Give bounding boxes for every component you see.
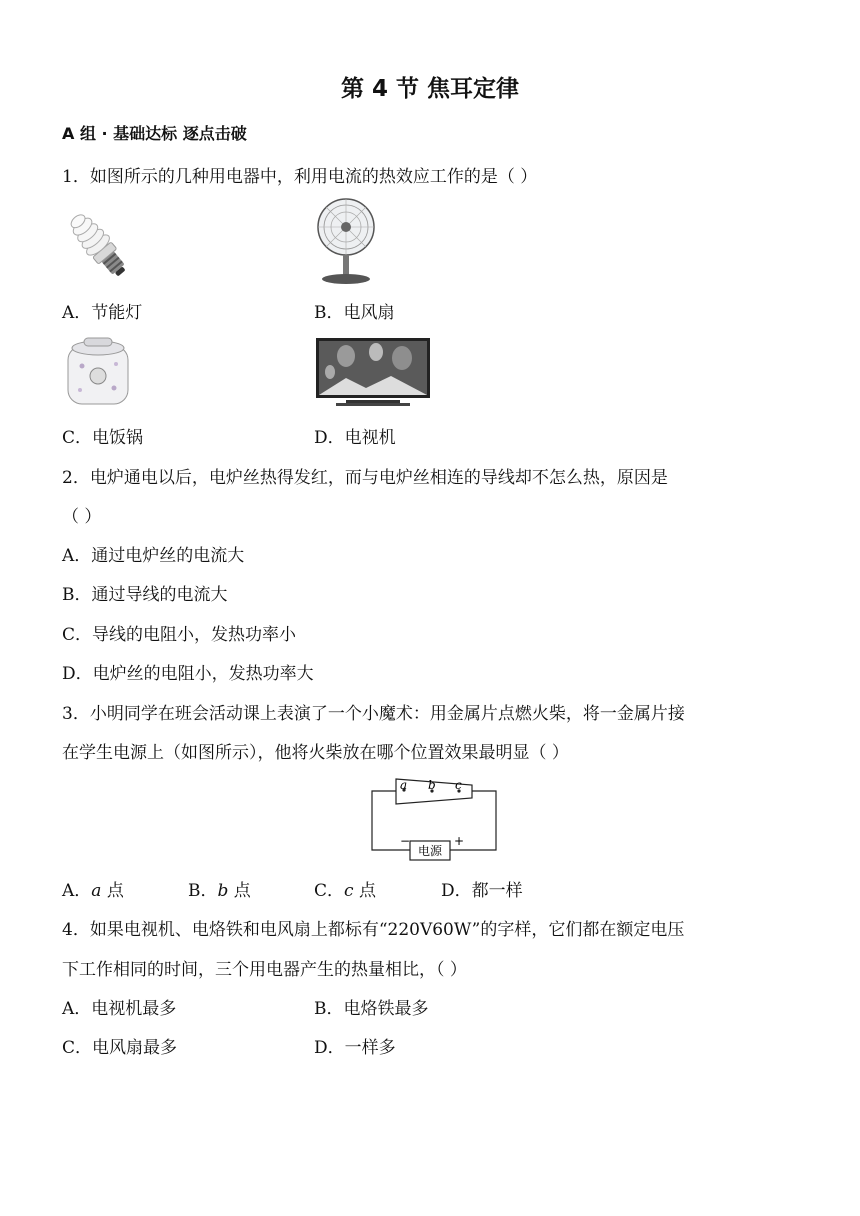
q3-option-c-suffix: 点 [353, 881, 376, 901]
circuit-diagram [366, 774, 502, 864]
q3-option-c-var: c [344, 881, 354, 901]
q3-option-b-suffix: 点 [228, 881, 251, 901]
energy-saving-lamp-image [58, 207, 138, 283]
q2-option-d: D．电炉丝的电阻小，发热功率大 [62, 664, 314, 684]
q3-option-a-var: a [91, 881, 102, 901]
q4-option-c: C．电风扇最多 [62, 1038, 178, 1058]
q3-option-c-prefix: C． [314, 881, 345, 901]
q2-option-a: A．通过电炉丝的电流大 [62, 546, 245, 566]
q3-option-a-suffix: 点 [101, 881, 124, 901]
q2-stem-line2: （ ） [62, 507, 102, 527]
q1-option-c: C．电饭锅 [62, 428, 144, 448]
point-c-label: c [455, 778, 462, 792]
minus-terminal-label: − [400, 834, 411, 848]
q3-option-c [314, 876, 376, 901]
electric-fan-image [312, 197, 380, 285]
q4-option-a: A．电视机最多 [62, 999, 177, 1019]
q1-option-b: B．电风扇 [314, 303, 395, 323]
rice-cooker-image [62, 336, 134, 408]
q3-option-d-suffix: 都一样 [471, 881, 523, 901]
power-source-label: 电源 [417, 844, 443, 858]
q3-option-b-var: b [217, 881, 229, 901]
q3-option-b-prefix: B． [188, 881, 218, 901]
q2-option-c: C．导线的电阻小，发热功率小 [62, 625, 297, 645]
q4-option-d: D．一样多 [314, 1038, 396, 1058]
q4-option-b: B．电烙铁最多 [314, 999, 429, 1019]
q3-option-a [62, 876, 124, 901]
q1-option-d: D．电视机 [314, 428, 396, 448]
section-heading: A 组 · 基础达标 逐点击破 [62, 124, 247, 143]
q4-stem-line2: 下工作相同的时间，三个用电器产生的热量相比，（ ） [62, 960, 467, 980]
point-a-label: a [400, 778, 408, 792]
page-title: 第 4 节 焦耳定律 [340, 76, 520, 102]
q3-option-a-prefix: A． [62, 881, 92, 901]
q2-stem-line1: 2．电炉通电以后，电炉丝热得发红，而与电炉丝相连的导线却不怎么热，原因是 [62, 468, 668, 488]
q1-stem: 1．如图所示的几种用电器中，利用电流的热效应工作的是（ ） [62, 167, 538, 187]
point-b-label: b [428, 778, 436, 792]
q2-option-b: B．通过导线的电流大 [62, 585, 228, 605]
q4-stem-line1: 4．如果电视机、电烙铁和电风扇上都标有“220V60W”的字样，它们都在额定电压 [62, 920, 685, 940]
plus-terminal-label: + [454, 834, 465, 848]
q3-stem-line2: 在学生电源上（如图所示），他将火柴放在哪个位置效果最明显（ ） [62, 743, 569, 763]
television-image [316, 338, 430, 410]
q3-option-d [441, 876, 523, 901]
q3-stem-line1: 3．小明同学在班会活动课上表演了一个小魔术：用金属片点燃火柴，将一金属片接 [62, 704, 685, 724]
q3-option-d-prefix: D． [441, 881, 472, 901]
q1-option-a: A．节能灯 [62, 303, 143, 323]
q3-option-b [188, 876, 251, 901]
